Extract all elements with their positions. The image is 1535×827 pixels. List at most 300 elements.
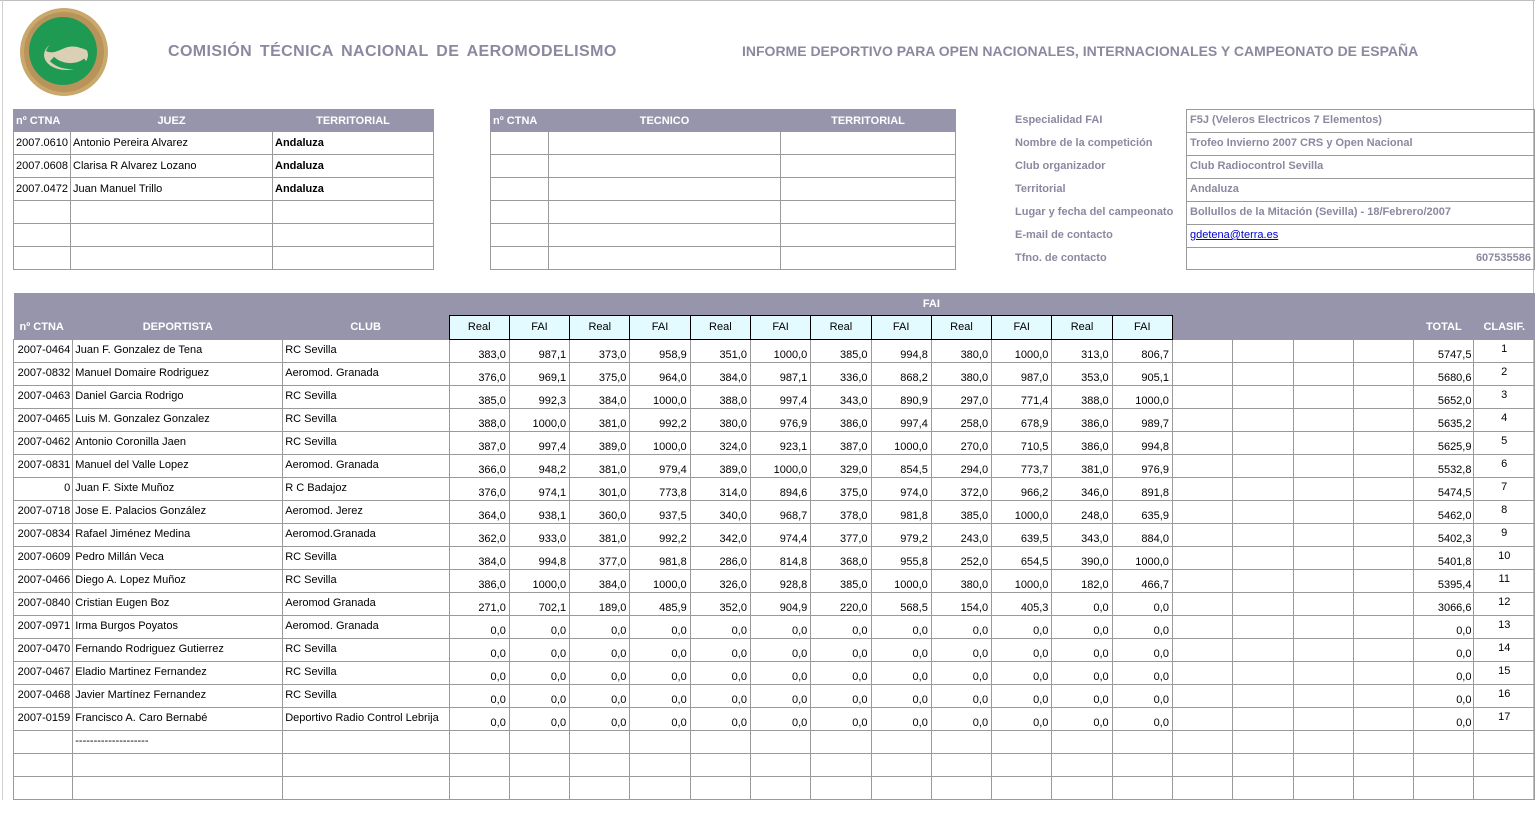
score-cell: 0,0 (871, 707, 931, 730)
empty-score-cell (1353, 753, 1413, 776)
clasif-cell (1474, 776, 1535, 799)
judge-ctna: 2007.0472 (14, 178, 71, 201)
judge-territorial: Andaluza (273, 132, 434, 155)
report-title: INFORME DEPORTIVO PARA OPEN NACIONALES, INTERNACIONALES Y CAMPEONATO DE ESPAÑA (742, 43, 1419, 59)
empty-score-cell (1172, 523, 1232, 546)
score-cell (1052, 730, 1112, 753)
technicians-table (490, 109, 956, 270)
clasif-cell: 3 (1474, 385, 1535, 408)
score-cell: 386,0 (449, 569, 509, 592)
empty-score-cell (1293, 546, 1353, 569)
empty-score-cell (1233, 753, 1293, 776)
score-cell: 389,0 (570, 431, 630, 454)
info-label: Nombre de la competición (1015, 137, 1153, 149)
tech-territorial (781, 132, 956, 155)
info-row (1013, 247, 1535, 270)
result-row (14, 569, 1535, 592)
empty-score-cell (1233, 569, 1293, 592)
total-cell (1414, 776, 1474, 799)
score-cell (750, 753, 810, 776)
round-header-real: Real (1052, 315, 1112, 339)
score-cell: 220,0 (811, 592, 871, 615)
athlete-club: RC Sevilla (283, 408, 449, 431)
score-cell: 0,0 (449, 661, 509, 684)
empty-score-cell (1172, 385, 1232, 408)
score-cell: 352,0 (690, 592, 750, 615)
score-cell: 1000,0 (992, 569, 1052, 592)
tech-row (491, 201, 956, 224)
info-value: Trofeo Invierno 2007 CRS y Open Nacional (1186, 132, 1535, 155)
score-cell: 654,5 (992, 546, 1052, 569)
score-cell (1112, 730, 1172, 753)
score-cell (750, 776, 810, 799)
score-cell: 368,0 (811, 546, 871, 569)
empty-score-cell (1353, 523, 1413, 546)
score-cell: 381,0 (1052, 454, 1112, 477)
tech-ctna (491, 178, 549, 201)
total-cell: 5401,8 (1414, 546, 1474, 569)
total-cell: 0,0 (1414, 615, 1474, 638)
score-cell: 976,9 (750, 408, 810, 431)
score-cell: 771,4 (992, 385, 1052, 408)
score-cell: 0,0 (570, 707, 630, 730)
empty-score-cell (1293, 707, 1353, 730)
score-cell: 955,8 (871, 546, 931, 569)
total-cell: 5625,9 (1414, 431, 1474, 454)
score-cell: 0,0 (690, 615, 750, 638)
empty-score-cell (1353, 615, 1413, 638)
score-cell: 386,0 (1052, 408, 1112, 431)
score-cell: 388,0 (690, 385, 750, 408)
empty-score-cell (1172, 661, 1232, 684)
score-cell: 388,0 (449, 408, 509, 431)
empty-score-cell (1353, 730, 1413, 753)
athlete-name (73, 753, 283, 776)
empty-score-cell (1353, 569, 1413, 592)
empty-score-cell (1233, 408, 1293, 431)
contact-email-link[interactable]: gdetena@terra.es (1190, 229, 1279, 241)
score-cell: 0,0 (1052, 707, 1112, 730)
info-row (1013, 178, 1535, 201)
empty-score-cell (1172, 753, 1232, 776)
score-cell: 981,8 (630, 546, 690, 569)
score-cell: 376,0 (449, 362, 509, 385)
judge-row (14, 224, 434, 247)
empty-score-cell (1233, 431, 1293, 454)
score-cell (1112, 753, 1172, 776)
score-cell: 0,0 (750, 684, 810, 707)
athlete-ctna: 2007-0470 (14, 638, 73, 661)
score-cell: 0,0 (690, 707, 750, 730)
judge-territorial: Andaluza (273, 155, 434, 178)
empty-score-cell (1233, 592, 1293, 615)
info-row (1013, 155, 1535, 178)
tech-ctna (491, 224, 549, 247)
athlete-club (283, 776, 449, 799)
judge-row (14, 155, 434, 178)
empty-score-cell (1172, 776, 1232, 799)
score-cell: 0,0 (570, 615, 630, 638)
score-cell: 313,0 (1052, 339, 1112, 362)
score-cell: 385,0 (449, 385, 509, 408)
score-cell: 351,0 (690, 339, 750, 362)
athlete-name: Juan F. Gonzalez de Tena (73, 339, 283, 362)
tech-territorial (781, 247, 956, 270)
score-cell: 389,0 (690, 454, 750, 477)
score-cell: 1000,0 (1112, 385, 1172, 408)
judge-territorial (273, 224, 434, 247)
score-cell: 0,0 (630, 707, 690, 730)
tech-ctna (491, 247, 549, 270)
fai-group-header: FAI (449, 293, 1414, 315)
score-cell: 0,0 (1052, 638, 1112, 661)
athlete-ctna: 0 (14, 477, 73, 500)
score-cell: 380,0 (931, 569, 991, 592)
score-cell: 806,7 (1112, 339, 1172, 362)
score-cell: 0,0 (690, 638, 750, 661)
score-cell: 0,0 (449, 638, 509, 661)
score-cell (1052, 753, 1112, 776)
athlete-club: RC Sevilla (283, 569, 449, 592)
col-club: CLUB (283, 315, 449, 339)
score-cell: 0,0 (1052, 615, 1112, 638)
empty-score-cell (1172, 431, 1232, 454)
score-cell: 1000,0 (750, 454, 810, 477)
score-cell (871, 753, 931, 776)
total-cell: 0,0 (1414, 638, 1474, 661)
athlete-name: Eladio Martinez Fernandez (73, 661, 283, 684)
score-cell (811, 776, 871, 799)
empty-score-cell (1172, 569, 1232, 592)
empty-score-cell (1293, 661, 1353, 684)
empty-score-cell (1293, 431, 1353, 454)
athlete-ctna: 2007-0467 (14, 661, 73, 684)
score-cell: 997,4 (509, 431, 569, 454)
athlete-club: Aeromod.Granada (283, 523, 449, 546)
score-cell (509, 730, 569, 753)
score-cell: 0,0 (690, 661, 750, 684)
total-cell: 5474,5 (1414, 477, 1474, 500)
empty-score-cell (1293, 339, 1353, 362)
result-row (14, 615, 1535, 638)
round-header-real: Real (570, 315, 630, 339)
score-cell (570, 776, 630, 799)
score-cell: 154,0 (931, 592, 991, 615)
score-cell: 964,0 (630, 362, 690, 385)
athlete-name: Rafael Jiménez Medina (73, 523, 283, 546)
score-cell: 387,0 (811, 431, 871, 454)
score-cell: 933,0 (509, 523, 569, 546)
empty-score-cell (1172, 408, 1232, 431)
score-cell (811, 753, 871, 776)
score-cell: 384,0 (570, 385, 630, 408)
score-cell (992, 730, 1052, 753)
score-cell (871, 730, 931, 753)
clasif-cell: 16 (1474, 684, 1535, 707)
empty-score-cell (1353, 707, 1413, 730)
empty-score-cell (1353, 362, 1413, 385)
score-cell (449, 753, 509, 776)
score-cell: 0,0 (992, 638, 1052, 661)
clasif-cell (1474, 753, 1535, 776)
score-cell: 384,0 (570, 569, 630, 592)
score-cell (630, 730, 690, 753)
score-cell: 182,0 (1052, 569, 1112, 592)
athlete-club (283, 730, 449, 753)
score-cell: 0,0 (1052, 661, 1112, 684)
header-spacer-left (14, 293, 450, 315)
total-cell: 5532,8 (1414, 454, 1474, 477)
tech-name (549, 201, 781, 224)
empty-score-cell (1353, 776, 1413, 799)
score-cell: 366,0 (449, 454, 509, 477)
tech-name (549, 132, 781, 155)
empty-score-cell (1293, 408, 1353, 431)
judges-table (13, 109, 434, 270)
result-row (14, 362, 1535, 385)
empty-score-cell (1293, 753, 1353, 776)
empty-score-cell (1172, 546, 1232, 569)
tech-name (549, 155, 781, 178)
empty-score-cell (1233, 684, 1293, 707)
score-cell: 0,0 (811, 661, 871, 684)
round-header-fai: FAI (509, 315, 569, 339)
clasif-cell (1474, 730, 1535, 753)
score-cell: 992,2 (630, 408, 690, 431)
score-cell: 0,0 (509, 684, 569, 707)
score-cell: 1000,0 (630, 431, 690, 454)
score-cell: 1000,0 (871, 431, 931, 454)
empty-score-cell (1353, 477, 1413, 500)
score-cell: 383,0 (449, 339, 509, 362)
empty-score-cell (1233, 730, 1293, 753)
score-cell: 386,0 (811, 408, 871, 431)
athlete-club: RC Sevilla (283, 661, 449, 684)
score-cell: 384,0 (449, 546, 509, 569)
score-cell: 891,8 (1112, 477, 1172, 500)
athlete-club: Aeromod. Granada (283, 615, 449, 638)
score-cell: 377,0 (570, 546, 630, 569)
score-cell: 0,0 (1052, 684, 1112, 707)
athlete-ctna: 2007-0466 (14, 569, 73, 592)
score-cell: 0,0 (1112, 661, 1172, 684)
empty-score-cell (1233, 477, 1293, 500)
round-header-fai: FAI (871, 315, 931, 339)
judge-name: Antonio Pereira Alvarez (71, 132, 273, 155)
judge-ctna (14, 201, 71, 224)
score-cell: 987,0 (992, 362, 1052, 385)
score-cell: 0,0 (449, 707, 509, 730)
score-cell: 635,9 (1112, 500, 1172, 523)
score-cell: 1000,0 (992, 500, 1052, 523)
info-value: Andaluza (1186, 178, 1535, 201)
tech-row (491, 155, 956, 178)
empty-score-cell (1233, 638, 1293, 661)
score-cell: 385,0 (931, 500, 991, 523)
empty-score-cell (1293, 500, 1353, 523)
total-cell: 0,0 (1414, 661, 1474, 684)
score-cell: 987,1 (750, 362, 810, 385)
clasif-cell: 12 (1474, 592, 1535, 615)
score-cell: 376,0 (449, 477, 509, 500)
judge-ctna: 2007.0608 (14, 155, 71, 178)
info-row (1013, 201, 1535, 224)
athlete-name: Cristian Eugen Boz (73, 592, 283, 615)
score-cell: 868,2 (871, 362, 931, 385)
round-header-fai: FAI (992, 315, 1052, 339)
score-cell: 243,0 (931, 523, 991, 546)
tech-name (549, 224, 781, 247)
info-row (1013, 132, 1535, 155)
athlete-club: R C Badajoz (283, 477, 449, 500)
judge-row (14, 247, 434, 270)
score-cell: 1000,0 (992, 339, 1052, 362)
score-cell: 386,0 (1052, 431, 1112, 454)
clasif-cell: 10 (1474, 546, 1535, 569)
judge-ctna: 2007.0610 (14, 132, 71, 155)
score-cell: 0,0 (1052, 592, 1112, 615)
info-value (1186, 224, 1535, 247)
score-cell: 0,0 (871, 638, 931, 661)
empty-score-cell (1353, 661, 1413, 684)
athlete-ctna: 2007-0971 (14, 615, 73, 638)
score-cell: 0,0 (1112, 707, 1172, 730)
clasif-cell: 2 (1474, 362, 1535, 385)
score-cell: 314,0 (690, 477, 750, 500)
score-cell: 1000,0 (630, 569, 690, 592)
score-cell: 387,0 (449, 431, 509, 454)
judge-name (71, 224, 273, 247)
score-cell: 248,0 (1052, 500, 1112, 523)
total-cell: 5395,4 (1414, 569, 1474, 592)
score-cell: 923,1 (750, 431, 810, 454)
empty-score-cell (1293, 638, 1353, 661)
athlete-ctna: 2007-0831 (14, 454, 73, 477)
score-cell (630, 753, 690, 776)
athlete-club: Aeromod Granada (283, 592, 449, 615)
score-cell: 968,7 (750, 500, 810, 523)
score-cell: 343,0 (1052, 523, 1112, 546)
score-cell (1112, 776, 1172, 799)
score-cell: 373,0 (570, 339, 630, 362)
info-row (1013, 109, 1535, 132)
athlete-name: Jose E. Palacios González (73, 500, 283, 523)
score-cell: 814,8 (750, 546, 810, 569)
empty-score-cell (1353, 385, 1413, 408)
score-cell (570, 753, 630, 776)
score-cell: 702,1 (509, 592, 569, 615)
athlete-club: RC Sevilla (283, 684, 449, 707)
total-cell: 5652,0 (1414, 385, 1474, 408)
score-cell: 966,2 (992, 477, 1052, 500)
info-label: Especialidad FAI (1015, 114, 1103, 126)
score-cell: 948,2 (509, 454, 569, 477)
score-cell: 0,0 (449, 615, 509, 638)
score-cell (750, 730, 810, 753)
judges-header-juez: JUEZ (71, 110, 273, 132)
score-cell: 0,0 (992, 615, 1052, 638)
judges-header-ctna: nº CTNA (14, 110, 71, 132)
judge-ctna (14, 224, 71, 247)
score-cell: 890,9 (871, 385, 931, 408)
score-cell: 297,0 (931, 385, 991, 408)
org-title: COMISIÓN TÉCNICA NACIONAL DE AEROMODELISMO (168, 43, 617, 60)
judge-name: Clarisa R Alvarez Lozano (71, 155, 273, 178)
judges-header-territorial: TERRITORIAL (273, 110, 434, 132)
score-cell: 0,0 (992, 684, 1052, 707)
athlete-ctna: 2007-0465 (14, 408, 73, 431)
empty-score-cell (1293, 730, 1353, 753)
empty-score-cell (1233, 615, 1293, 638)
score-cell: 324,0 (690, 431, 750, 454)
score-cell: 937,5 (630, 500, 690, 523)
score-cell: 994,8 (509, 546, 569, 569)
score-cell: 0,0 (570, 684, 630, 707)
result-row (14, 638, 1535, 661)
score-cell: 380,0 (931, 362, 991, 385)
score-cell: 189,0 (570, 592, 630, 615)
clasif-cell: 7 (1474, 477, 1535, 500)
score-cell: 974,4 (750, 523, 810, 546)
score-cell: 294,0 (931, 454, 991, 477)
score-cell: 381,0 (570, 454, 630, 477)
total-cell: 5635,2 (1414, 408, 1474, 431)
result-row (14, 776, 1535, 799)
score-cell (690, 776, 750, 799)
score-cell (871, 776, 931, 799)
info-label: E-mail de contacto (1015, 229, 1113, 241)
round-header-real: Real (690, 315, 750, 339)
athlete-name: Antonio Coronilla Jaen (73, 431, 283, 454)
empty-score-cell (1293, 454, 1353, 477)
empty-score-cell (1293, 569, 1353, 592)
info-label: Club organizador (1015, 160, 1106, 172)
score-cell: 928,8 (750, 569, 810, 592)
tech-header-tecnico: TECNICO (549, 110, 781, 132)
score-cell: 378,0 (811, 500, 871, 523)
score-cell (509, 776, 569, 799)
score-cell: 0,0 (750, 615, 810, 638)
empty-score-cell (1353, 638, 1413, 661)
athlete-ctna (14, 730, 73, 753)
total-cell: 5402,3 (1414, 523, 1474, 546)
score-cell: 568,5 (871, 592, 931, 615)
judge-row (14, 201, 434, 224)
score-cell: 0,0 (1112, 592, 1172, 615)
score-cell: 1000,0 (509, 408, 569, 431)
score-cell (449, 730, 509, 753)
athlete-ctna: 2007-0463 (14, 385, 73, 408)
tech-ctna (491, 155, 549, 178)
round-header-real: Real (931, 315, 991, 339)
empty-score-cell (1172, 592, 1232, 615)
athlete-ctna: 2007-0840 (14, 592, 73, 615)
total-cell (1414, 753, 1474, 776)
judge-territorial: Andaluza (273, 178, 434, 201)
empty-score-cell (1293, 592, 1353, 615)
tech-territorial (781, 178, 956, 201)
judge-territorial (273, 201, 434, 224)
athlete-club: RC Sevilla (283, 638, 449, 661)
athlete-name: Francisco A. Caro Bernabé (73, 707, 283, 730)
clasif-cell: 15 (1474, 661, 1535, 684)
round-header-fai: FAI (1112, 315, 1172, 339)
empty-score-cell (1353, 408, 1413, 431)
empty-score-cell (1233, 339, 1293, 362)
athlete-name: Irma Burgos Poyatos (73, 615, 283, 638)
score-cell (992, 753, 1052, 776)
judge-territorial (273, 247, 434, 270)
